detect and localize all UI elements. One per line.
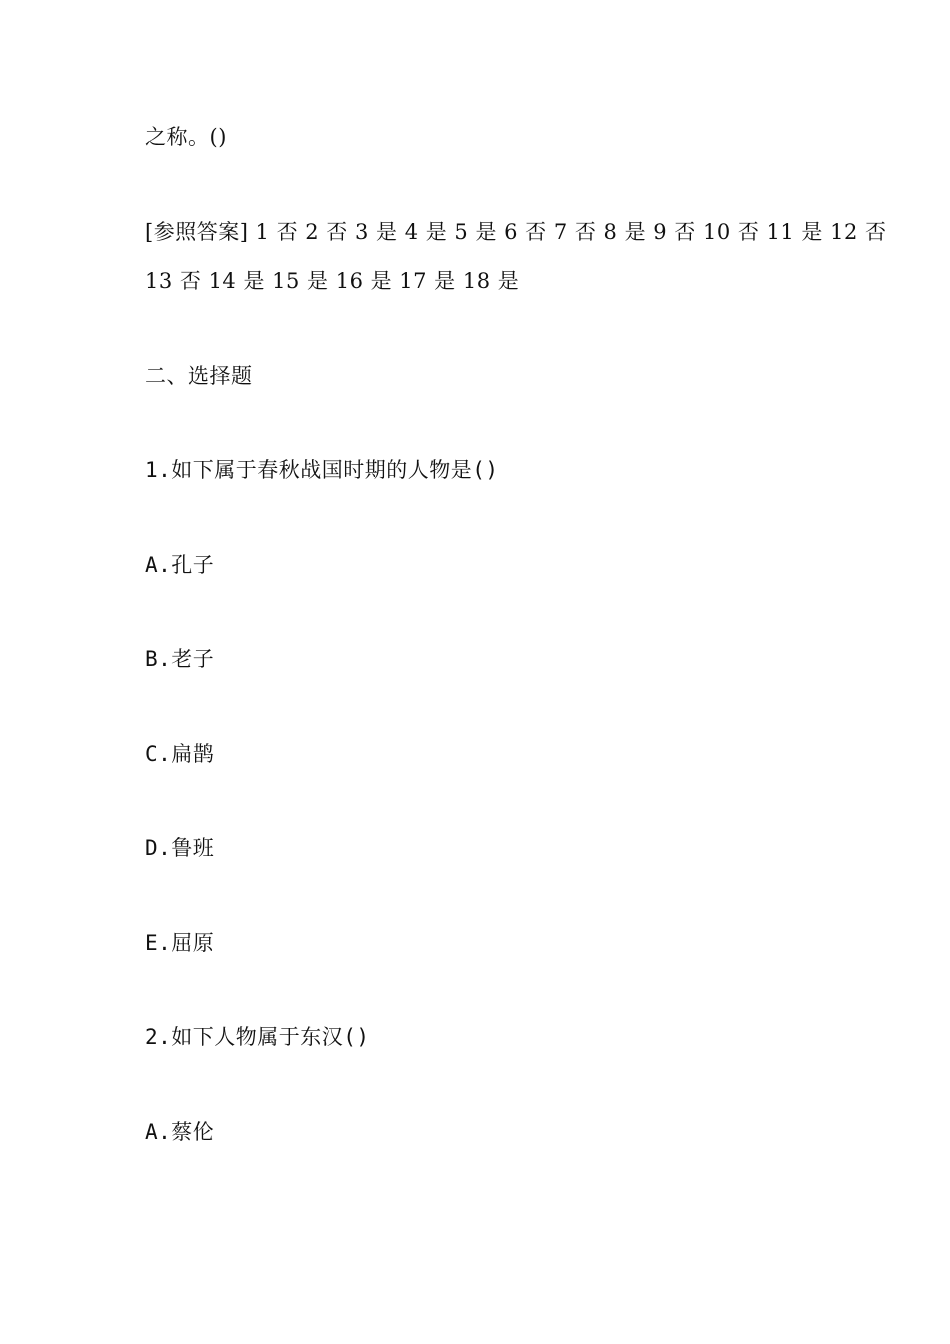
answer-key-line-2: 13 否 14 是 15 是 16 是 17 是 18 是: [145, 269, 520, 293]
question-1-option-d: D.鲁班: [145, 836, 215, 860]
question-1-option-b: B.老子: [145, 647, 215, 671]
question-1-option-e: E.屈原: [145, 931, 215, 955]
answer-key-line-1: [参照答案] 1 否 2 否 3 是 4 是 5 是 6 否 7 否 8 是 9 否 10 否 11 是 12 否: [145, 220, 887, 244]
question-2-prompt: 2.如下人物属于东汉(): [145, 1025, 370, 1049]
continuation-text: 之称。(): [145, 125, 227, 149]
question-1-prompt: 1.如下属于春秋战国时期的人物是(): [145, 458, 499, 482]
section-heading: 二、选择题: [145, 364, 253, 388]
question-2-option-a: A.蔡伦: [145, 1120, 215, 1144]
question-1-option-a: A.孔子: [145, 553, 215, 577]
question-1-option-c: C.扁鹊: [145, 742, 215, 766]
